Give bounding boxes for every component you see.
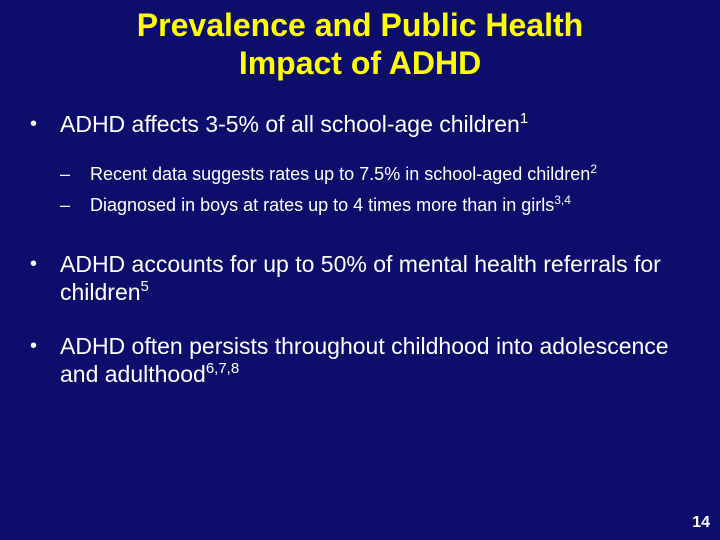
bullet-text: ADHD accounts for up to 50% of mental health referrals for children [60, 251, 661, 305]
bullet-text: ADHD affects 3-5% of all school-age children [60, 111, 520, 137]
sub-text: Recent data suggests rates up to 7.5% in school-aged children [90, 164, 591, 184]
bullet-icon: • [30, 113, 38, 135]
title-line-2: Impact of ADHD [238, 45, 482, 81]
footnote-ref: 2 [590, 162, 597, 176]
sub-text: Diagnosed in boys at rates up to 4 times more than in girls [90, 195, 555, 215]
footnote-ref: 3,4 [554, 193, 571, 207]
bullet-item [30, 332, 700, 388]
footnote-ref: 6,7,8 [205, 360, 240, 377]
page-number: 14 [692, 514, 710, 531]
sub-item [60, 164, 700, 185]
title-line-1: Prevalence and Public Health [136, 7, 584, 43]
sub-list [60, 164, 700, 226]
dash-icon: – [60, 164, 71, 184]
dash-icon: – [60, 195, 71, 215]
sub-item [60, 195, 700, 216]
bullet-item [30, 250, 700, 306]
footnote-ref: 5 [140, 278, 149, 295]
bullet-item [30, 110, 597, 215]
bullet-icon: • [30, 335, 38, 357]
slide-title [0, 6, 720, 82]
bullet-text: ADHD often persists throughout childhood into adolescence and adulthood [60, 333, 669, 387]
bullet-icon: • [30, 253, 38, 275]
footnote-ref: 1 [519, 110, 529, 127]
